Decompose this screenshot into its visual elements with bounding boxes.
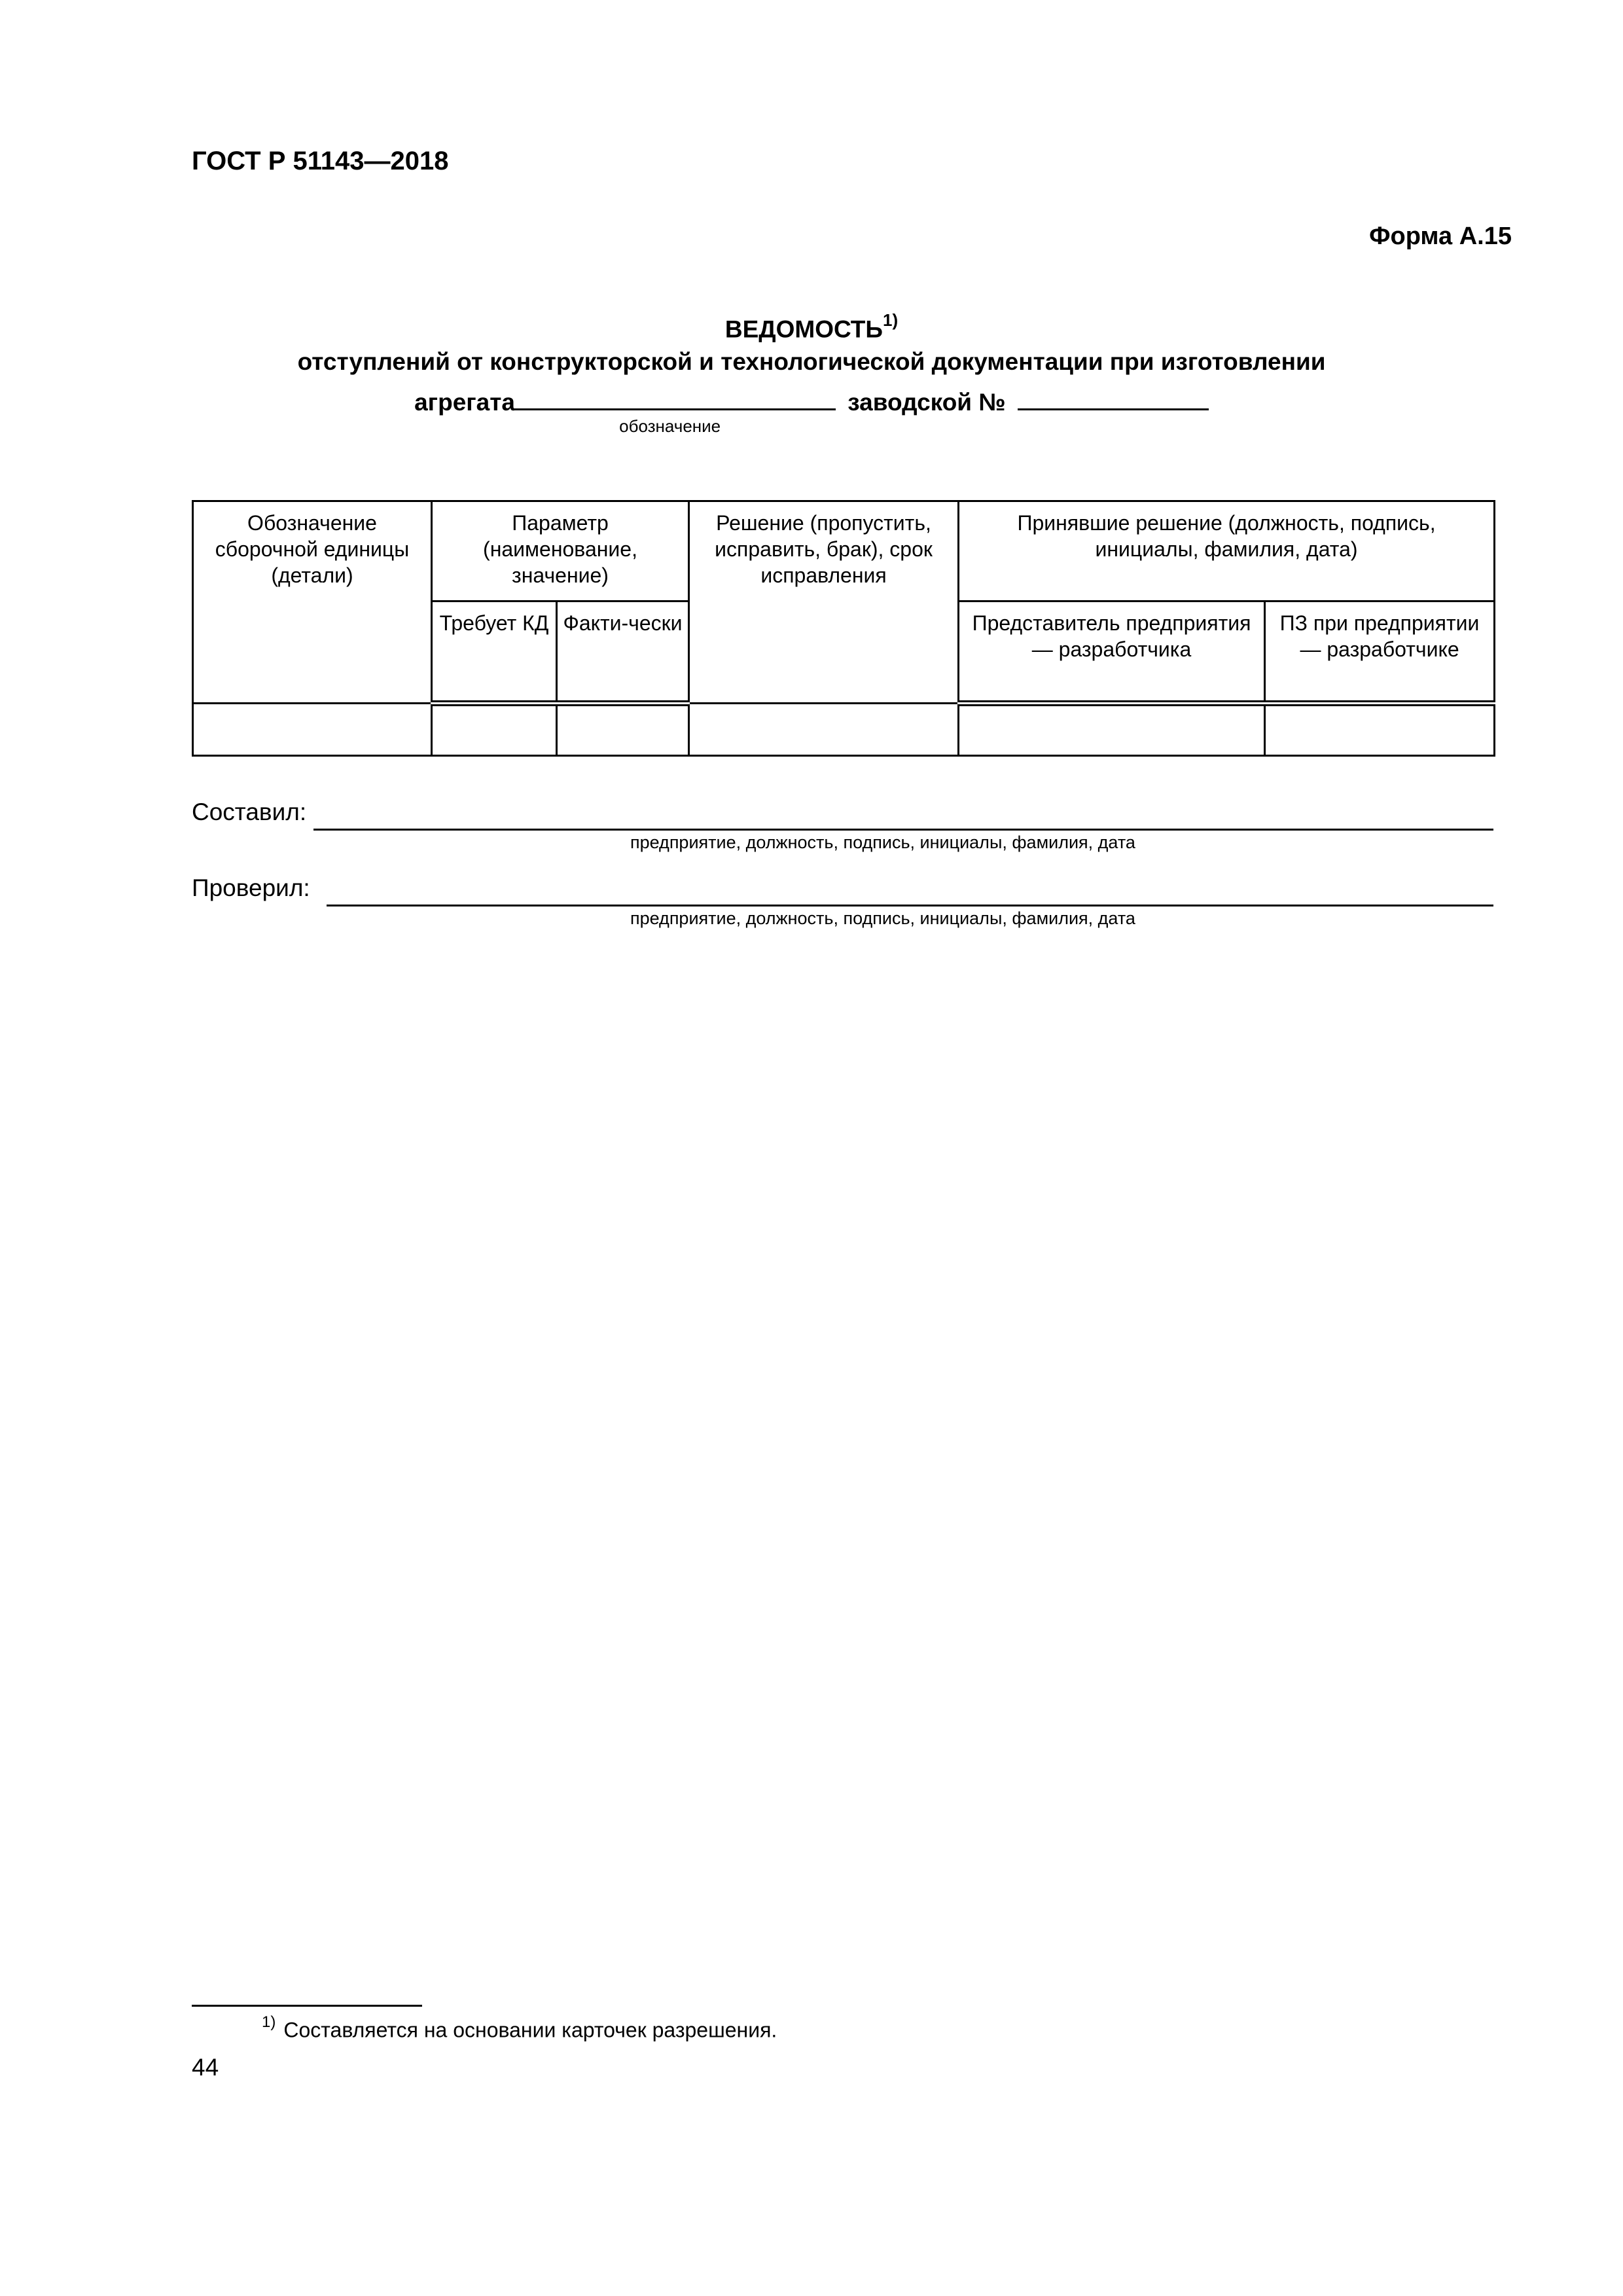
cell-required[interactable] xyxy=(432,704,557,756)
header-decision: Решение (пропустить, исправить, брак), срок исправления xyxy=(689,501,959,704)
standard-header: ГОСТ Р 51143—2018 xyxy=(192,147,449,175)
document-subtitle: отступлений от конструкторской и технологической документации при изготовлении xyxy=(297,348,1326,376)
cell-designation[interactable] xyxy=(193,704,432,756)
footnote-rule xyxy=(192,2005,422,2007)
checked-hint: предприятие, должность, подпись, инициалы, фамилия, дата xyxy=(630,908,1135,928)
title-footnote-mark: 1) xyxy=(883,310,899,330)
aggregate-label: агрегата xyxy=(414,389,515,416)
serial-field[interactable] xyxy=(1018,385,1209,410)
table-row xyxy=(193,704,1495,756)
title-block xyxy=(0,306,1623,378)
aggregate-field[interactable] xyxy=(515,385,836,410)
header-parameter: Параметр (наименование, значение) xyxy=(432,501,689,601)
form-label: Форма А.15 xyxy=(1369,223,1512,250)
deviation-table xyxy=(192,500,1495,757)
subheader-required: Требует КД xyxy=(432,601,557,704)
checked-signature-line[interactable] xyxy=(327,903,1493,906)
subheader-pz: ПЗ при предприятии — разработчике xyxy=(1265,601,1495,704)
subheader-actual: Факти-чески xyxy=(557,601,689,704)
subheader-representative: Представитель предприятия — разработчика xyxy=(959,601,1265,704)
compiled-signature-row xyxy=(192,798,1493,864)
checked-label: Проверил: xyxy=(192,874,310,901)
cell-pz[interactable] xyxy=(1265,704,1495,756)
aggregate-hint: обозначение xyxy=(619,416,721,436)
aggregate-row xyxy=(0,385,1623,436)
document-title xyxy=(0,306,1623,346)
header-accepted: Принявшие решение (должность, подпись, инициалы, фамилия, дата) xyxy=(959,501,1495,601)
footnote-text: Составляется на основании карточек разрешения. xyxy=(283,2018,777,2042)
footnote-mark: 1) xyxy=(262,2013,276,2031)
cell-decision[interactable] xyxy=(689,704,959,756)
compiled-hint: предприятие, должность, подпись, инициалы, фамилия, дата xyxy=(630,833,1135,852)
checked-signature-row xyxy=(192,874,1493,940)
serial-label: заводской № xyxy=(847,389,1006,416)
compiled-signature-line[interactable] xyxy=(313,827,1493,831)
title-text: ВЕДОМОСТЬ xyxy=(724,315,883,343)
compiled-label: Составил: xyxy=(192,798,307,825)
cell-representative[interactable] xyxy=(959,704,1265,756)
table-header-row xyxy=(193,501,1495,601)
page-number: 44 xyxy=(192,2054,219,2081)
header-designation: Обозначение сборочной единицы (детали) xyxy=(193,501,432,704)
footnote xyxy=(262,2013,777,2043)
cell-actual[interactable] xyxy=(557,704,689,756)
